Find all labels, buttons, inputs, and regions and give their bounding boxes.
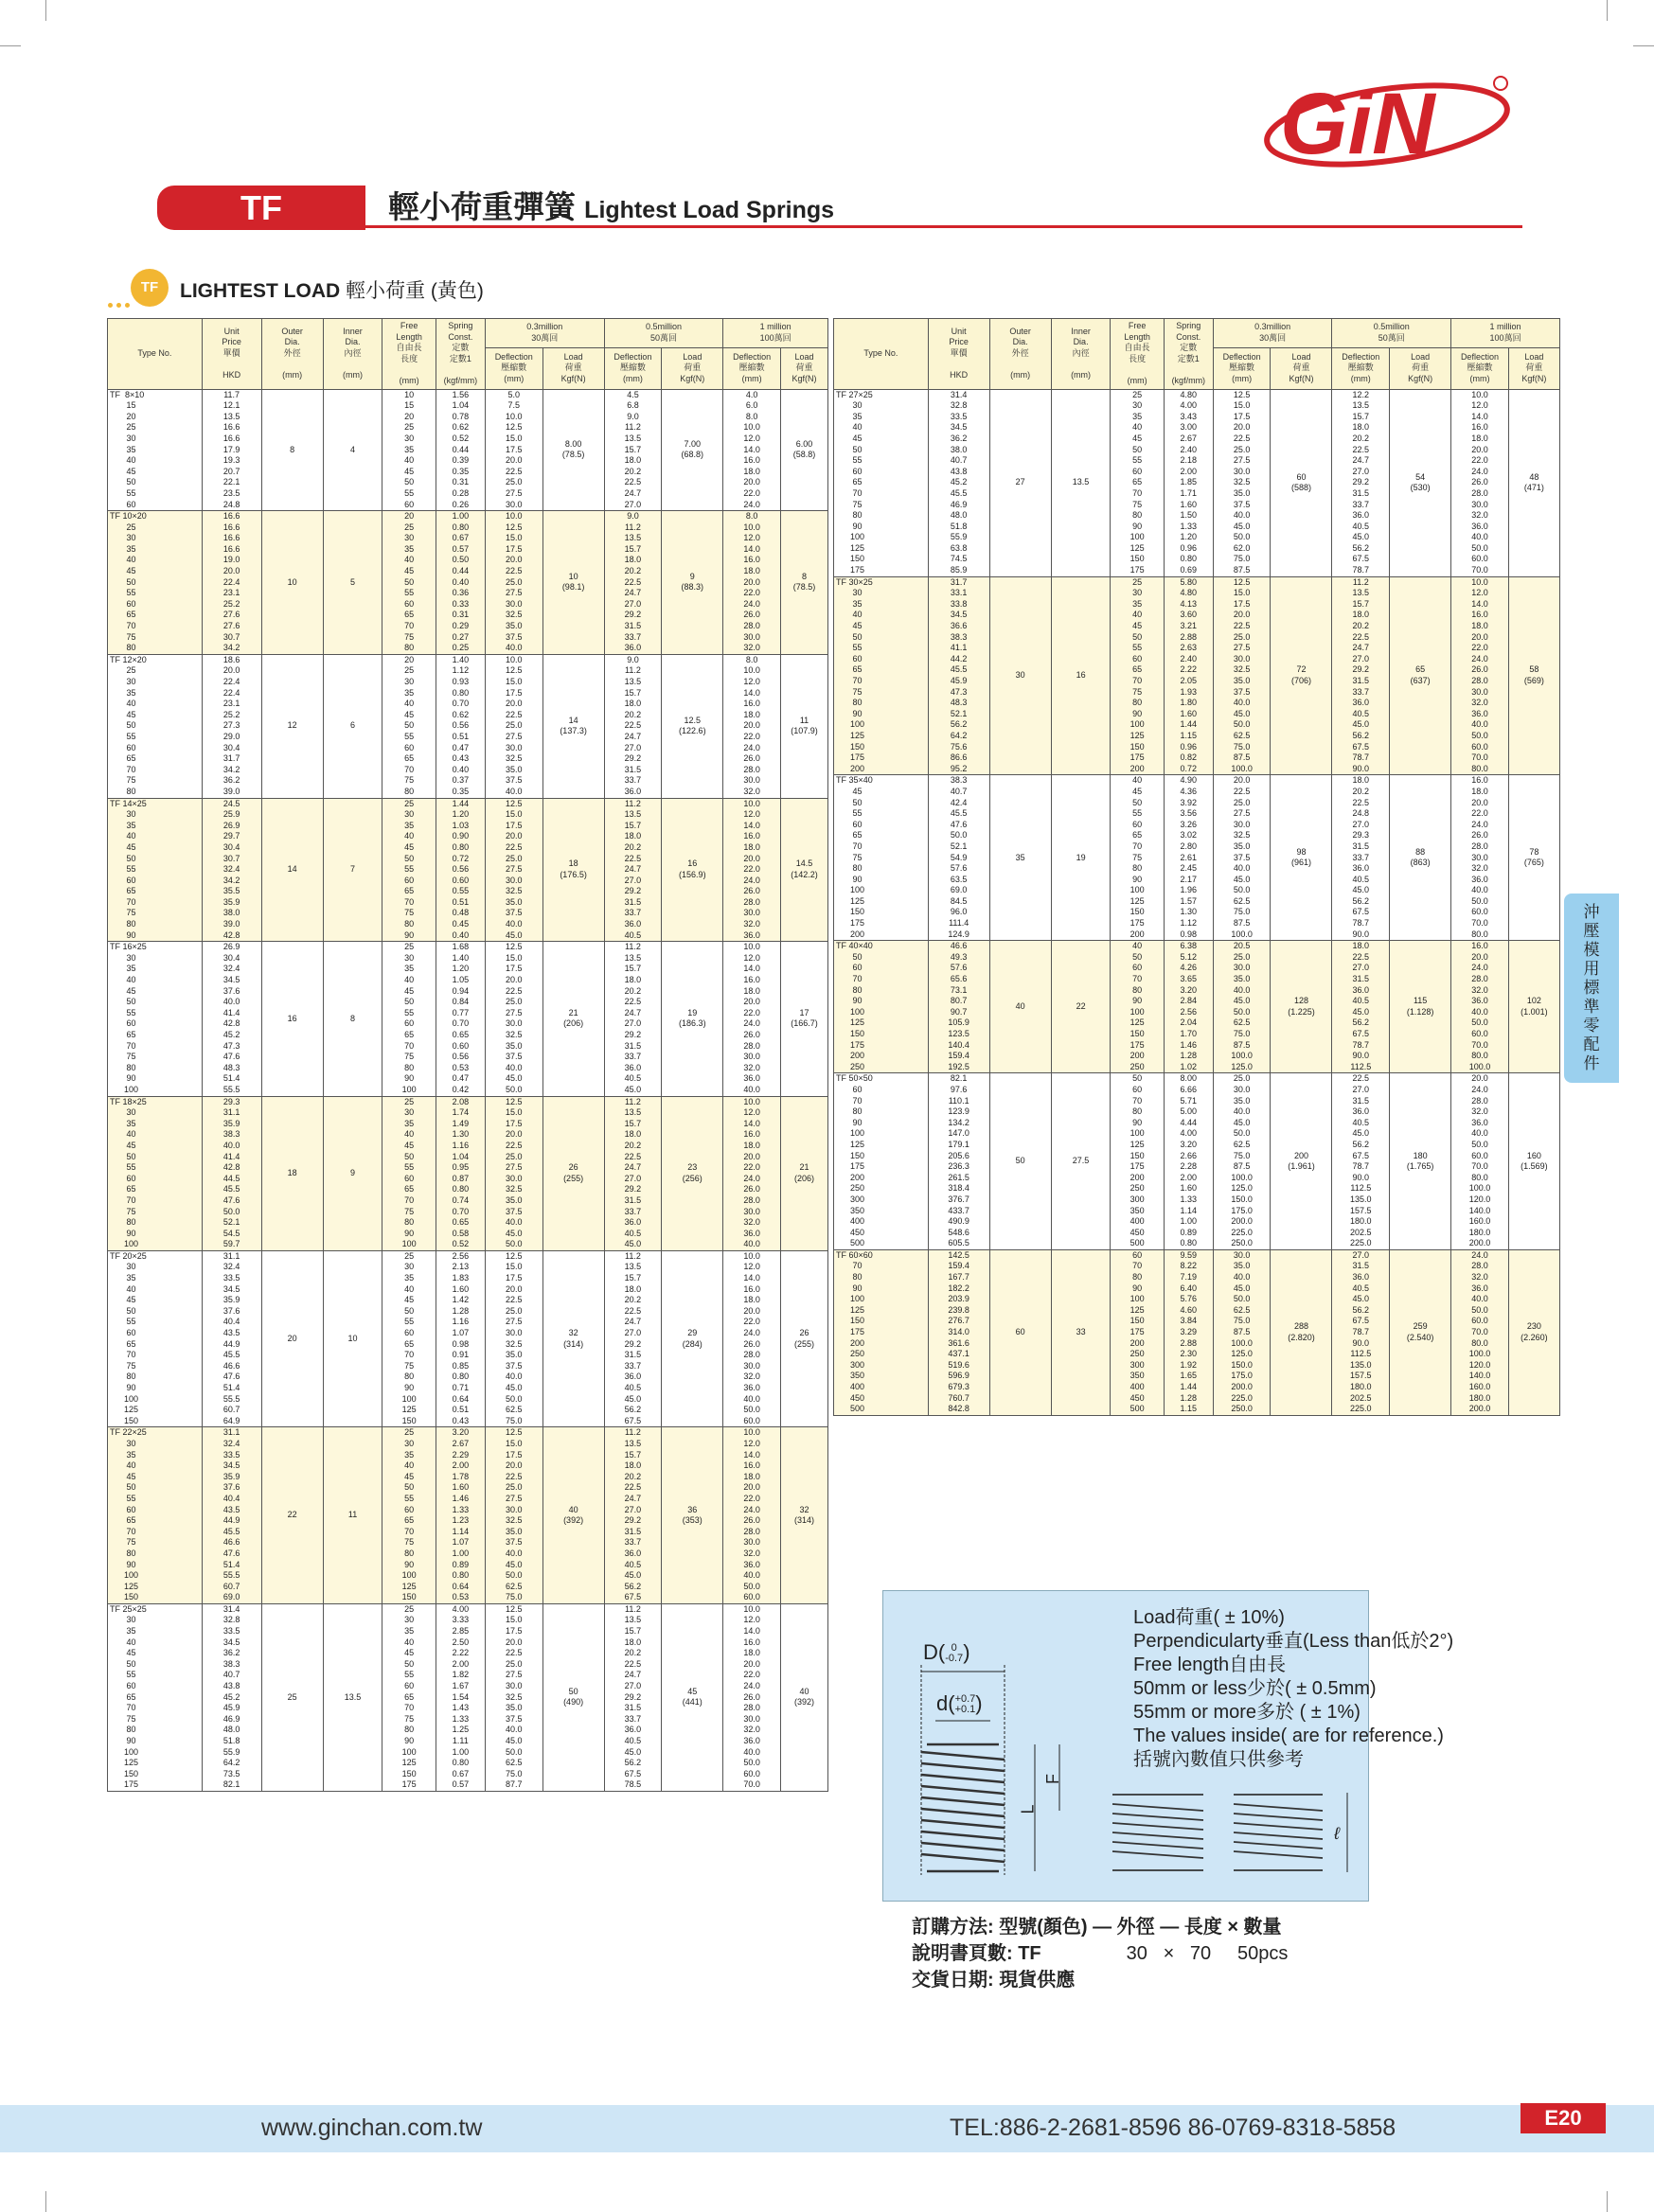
col-free-length: Free Length 自由長 長度 (mm) <box>1111 319 1164 390</box>
cell-outer-dia: 16 <box>261 942 323 1096</box>
cell-spring-const: 1.44 1.20 1.03 0.90 0.80 0.72 0.56 0.60 0.55 0.51 0.48 0.45 0.40 <box>436 798 485 942</box>
cell-load-05m: 19 (186.3) <box>662 942 723 1096</box>
col-spring-const: Spring Const. 定數 定數1 (kgf/mm) <box>436 319 485 390</box>
spec-group-row <box>108 798 828 942</box>
col-load: Load 荷重 Kgf(N) <box>781 347 828 389</box>
col-outer-dia: Outer Dia. 外徑 (mm) <box>261 319 323 390</box>
spec-group-row <box>108 1250 828 1427</box>
col-deflection: Deflection 壓縮數 (mm) <box>485 347 542 389</box>
cell-inner-dia: 5 <box>323 511 382 655</box>
spring-coil <box>921 1744 1005 1871</box>
cell-deflection-1m: 8.0 10.0 12.0 14.0 16.0 18.0 20.0 22.0 24.0 26.0 28.0 30.0 32.0 <box>723 654 781 798</box>
cell-unit-price: 31.7 33.1 33.8 34.5 36.6 38.3 41.1 44.2 45.5 45.9 47.3 48.3 52.1 56.2 64.2 75.6 86.6 95.2 <box>928 576 989 775</box>
cell-load-05m: 88 (863) <box>1390 775 1451 941</box>
cell-spring-const: 6.38 5.12 4.26 3.65 3.20 2.84 2.56 2.04 1.70 1.46 1.28 1.02 <box>1164 941 1213 1073</box>
cell-deflection-05m: 11.2 13.5 15.7 18.0 20.2 22.5 24.7 27.0 29.2 31.5 33.7 36.0 40.5 45.0 <box>604 942 662 1096</box>
cell-deflection-03m: 12.5 15.0 17.5 20.0 22.5 25.0 27.5 30.0 32.5 35.0 37.5 40.0 45.0 50.0 62.5 75.0 87.5 100.0 <box>1213 576 1271 775</box>
cell-load-1m: 102 (1.001) <box>1508 941 1559 1073</box>
cell-deflection-1m: 20.0 24.0 28.0 32.0 36.0 40.0 50.0 60.0 70.0 80.0 100.0 120.0 140.0 160.0 180.0 200.0 <box>1451 1073 1509 1250</box>
page-number: E20 <box>1521 2103 1606 2133</box>
cell-unit-price: 46.6 49.3 57.6 65.6 73.1 80.7 90.7 105.9 123.5 140.4 159.4 192.5 <box>928 941 989 1073</box>
cell-type-no: TF 10×20 25 30 35 40 45 50 55 60 65 70 75 80 <box>108 511 203 655</box>
spec-group-row <box>108 1096 828 1250</box>
spec-group-row <box>834 775 1560 941</box>
cell-load-05m: 12.5 (122.6) <box>662 654 723 798</box>
cell-type-no: TF 30×25 30 35 40 45 50 55 60 65 70 75 80 90 100 125 150 175 200 <box>834 576 929 775</box>
title-en: Lightest Load Springs <box>584 197 835 223</box>
cell-load-03m: 60 (588) <box>1271 389 1332 576</box>
cell-load-1m: 11 (107.9) <box>781 654 828 798</box>
cell-type-no: TF 60×60 70 80 90 100 125 150 175 200 250 300 350 400 450 500 <box>834 1249 929 1415</box>
cell-load-05m: 54 (530) <box>1390 389 1451 576</box>
col-outer-dia: Outer Dia. 外徑 (mm) <box>989 319 1051 390</box>
decorative-dots <box>108 295 133 312</box>
cell-unit-price: 24.5 25.9 26.9 29.7 30.4 30.7 32.4 34.2 35.5 35.9 38.0 39.0 42.8 <box>202 798 261 942</box>
cell-deflection-03m: 20.0 22.5 25.0 27.5 30.0 32.5 35.0 37.5 40.0 45.0 50.0 62.5 75.0 87.5 100.0 <box>1213 775 1271 941</box>
cell-type-no: TF 12×20 25 30 35 40 45 50 55 60 65 70 75 80 <box>108 654 203 798</box>
spec-group-row <box>834 1073 1560 1250</box>
side-tab-label: 沖 壓 模 用 標 準 零 配 件 <box>1583 903 1600 1072</box>
header-rule <box>365 225 1522 228</box>
spec-group-row <box>108 654 828 798</box>
cell-deflection-03m: 12.5 15.0 17.5 20.0 22.5 25.0 27.5 30.0 32.5 35.0 37.5 40.0 45.0 50.0 <box>485 942 542 1096</box>
footer-website[interactable]: www.ginchan.com.tw <box>261 2115 483 2141</box>
cell-type-no: TF 18×25 30 35 40 45 50 55 60 65 70 75 80 90 100 <box>108 1096 203 1250</box>
col-deflection: Deflection 壓縮數 (mm) <box>1332 347 1390 389</box>
cell-free-length: 20 25 30 35 40 45 50 55 60 65 70 75 80 <box>382 511 436 655</box>
cell-free-length: 25 30 35 40 45 50 55 60 65 70 75 80 90 100 125 150 175 <box>1111 389 1164 576</box>
cell-inner-dia: 10 <box>323 1250 382 1427</box>
cell-inner-dia: 16 <box>1051 576 1111 775</box>
note-line: Free length自由長 <box>1133 1655 1287 1675</box>
cell-free-length: 25 30 35 40 45 50 55 60 65 70 75 80 90 100 <box>382 942 436 1096</box>
delivery-date: 交貨日期: 現貨供應 <box>912 1970 1076 1991</box>
cell-spring-const: 5.80 4.80 4.13 3.60 3.21 2.88 2.63 2.40 2.22 2.05 1.93 1.80 1.60 1.44 1.15 0.96 0.82 0.72 <box>1164 576 1213 775</box>
cell-spring-const: 4.00 3.33 2.85 2.50 2.22 2.00 1.82 1.67 1.54 1.43 1.33 1.25 1.11 1.00 0.80 0.67 0.57 <box>436 1603 485 1791</box>
cell-type-no: TF 25×25 30 35 40 45 50 55 60 65 70 75 80 90 100 125 150 175 <box>108 1603 203 1791</box>
cell-unit-price: 31.4 32.8 33.5 34.5 36.2 38.0 40.7 43.8 45.2 45.5 46.9 48.0 51.8 55.9 63.8 74.5 85.9 <box>928 389 989 576</box>
cell-inner-dia: 33 <box>1051 1249 1111 1415</box>
cell-unit-price: 31.1 32.4 33.5 34.5 35.9 37.6 40.4 43.5 44.9 45.5 46.6 47.6 51.4 55.5 60.7 69.0 <box>202 1427 261 1604</box>
cell-deflection-1m: 10.0 12.0 14.0 16.0 18.0 20.0 22.0 24.0 26.0 28.0 30.0 32.0 36.0 40.0 50.0 60.0 70.0 80.0 <box>1451 576 1509 775</box>
col-group-03m: 0.3million 30萬回 <box>485 319 604 348</box>
col-deflection: Deflection 壓縮數 (mm) <box>1451 347 1509 389</box>
crop-mark <box>1607 2191 1608 2212</box>
side-category-tab[interactable] <box>1564 894 1619 1083</box>
cell-outer-dia: 25 <box>261 1603 323 1791</box>
cell-load-1m: 78 (765) <box>1508 775 1559 941</box>
cell-inner-dia: 13.5 <box>323 1603 382 1791</box>
cell-load-1m: 230 (2.260) <box>1508 1249 1559 1415</box>
cell-load-03m: 50 (490) <box>542 1603 604 1791</box>
cell-deflection-05m: 11.2 13.5 15.7 18.0 20.2 22.5 24.7 27.0 29.2 31.5 33.7 36.0 40.5 45.0 <box>604 1096 662 1250</box>
cell-deflection-1m: 10.0 12.0 14.0 16.0 18.0 20.0 22.0 24.0 26.0 28.0 30.0 32.0 36.0 40.0 50.0 60.0 <box>723 1250 781 1427</box>
cell-load-03m: 288 (2.820) <box>1271 1249 1332 1415</box>
cell-load-1m: 6.00 (58.8) <box>781 389 828 511</box>
spec-group-row <box>834 576 1560 775</box>
cell-deflection-05m: 11.2 13.5 15.7 18.0 20.2 22.5 24.7 27.0 29.2 31.5 33.7 36.0 40.5 45.0 56.2 67.5 78.7 90.0 <box>1332 576 1390 775</box>
d-dimension-label: d(+0.7 +0.1) <box>936 1691 983 1716</box>
note-line: 55mm or more多於 ( ± 1%) <box>1133 1702 1361 1723</box>
cell-deflection-03m: 12.5 15.0 17.5 20.0 22.5 25.0 27.5 30.0 32.5 35.0 37.5 40.0 45.0 50.0 62.5 75.0 <box>485 1427 542 1604</box>
cell-load-03m: 200 (1.961) <box>1271 1073 1332 1250</box>
cell-inner-dia: 27.5 <box>1051 1073 1111 1250</box>
cell-outer-dia: 8 <box>261 389 323 511</box>
cell-unit-price: 18.6 20.0 22.4 22.4 23.1 25.2 27.3 29.0 30.4 31.7 34.2 36.2 39.0 <box>202 654 261 798</box>
cell-spring-const: 9.59 8.22 7.19 6.40 5.76 4.60 3.84 3.29 2.88 2.30 1.92 1.65 1.44 1.28 1.15 <box>1164 1249 1213 1415</box>
cell-load-1m: 32 (314) <box>781 1427 828 1604</box>
cell-free-length: 40 50 60 70 80 90 100 125 150 175 200 250 <box>1111 941 1164 1073</box>
cell-type-no: TF 40×40 50 60 70 80 90 100 125 150 175 200 250 <box>834 941 929 1073</box>
cell-inner-dia: 19 <box>1051 775 1111 941</box>
cell-free-length: 20 25 30 35 40 45 50 55 60 65 70 75 80 <box>382 654 436 798</box>
col-load: Load 荷重 Kgf(N) <box>662 347 723 389</box>
cell-outer-dia: 30 <box>989 576 1051 775</box>
cell-free-length: 25 30 35 40 45 50 55 60 65 70 75 80 90 100 125 150 175 <box>382 1603 436 1791</box>
cell-load-03m: 10 (98.1) <box>542 511 604 655</box>
logo-text: GiN <box>1280 76 1435 170</box>
note-line: 50mm or less少於( ± 0.5mm) <box>1133 1678 1377 1699</box>
cell-deflection-1m: 16.0 18.0 20.0 22.0 24.0 26.0 28.0 30.0 32.0 36.0 40.0 50.0 60.0 70.0 80.0 <box>1451 775 1509 941</box>
cell-unit-price: 31.1 32.4 33.5 34.5 35.9 37.6 40.4 43.5 44.9 45.5 46.6 47.6 51.4 55.5 60.7 64.9 <box>202 1250 261 1427</box>
cell-load-1m: 17 (166.7) <box>781 942 828 1096</box>
col-inner-dia: Inner Dia. 內徑 (mm) <box>1051 319 1111 390</box>
cell-inner-dia: 4 <box>323 389 382 511</box>
crop-mark <box>45 2191 46 2212</box>
cell-inner-dia: 6 <box>323 654 382 798</box>
spec-group-row <box>108 389 828 511</box>
compressed-spring <box>1111 1793 1323 1872</box>
cell-deflection-03m: 12.5 15.0 17.5 20.0 22.5 25.0 27.5 30.0 32.5 35.0 37.5 40.0 45.0 50.0 62.5 75.0 87.7 <box>485 1603 542 1791</box>
cell-spring-const: 1.40 1.12 0.93 0.80 0.70 0.62 0.56 0.51 0.47 0.43 0.40 0.37 0.35 <box>436 654 485 798</box>
cell-outer-dia: 60 <box>989 1249 1051 1415</box>
cell-free-length: 25 30 35 40 45 50 55 60 65 70 75 80 90 100 125 150 <box>382 1427 436 1604</box>
section-label-en: LIGHTEST LOAD <box>180 280 341 302</box>
gin-logo <box>1259 66 1515 170</box>
cell-deflection-1m: 10.0 12.0 14.0 16.0 18.0 20.0 22.0 24.0 26.0 28.0 30.0 32.0 36.0 40.0 50.0 60.0 70.0 <box>1451 389 1509 576</box>
cell-deflection-05m: 18.0 20.2 22.5 24.8 27.0 29.3 31.5 33.7 36.0 40.5 45.0 56.2 67.5 78.7 90.0 <box>1332 775 1390 941</box>
cell-load-05m: 65 (637) <box>1390 576 1451 775</box>
note-line: 括號內數值只供參考 <box>1133 1749 1304 1770</box>
cell-free-length: 60 70 80 90 100 125 150 175 200 250 300 350 400 450 500 <box>1111 1249 1164 1415</box>
cell-spring-const: 3.20 2.67 2.29 2.00 1.78 1.60 1.46 1.33 1.23 1.14 1.07 1.00 0.89 0.80 0.64 0.53 <box>436 1427 485 1604</box>
crop-mark <box>0 45 21 46</box>
cell-deflection-03m: 12.5 15.0 17.5 20.0 22.5 25.0 27.5 30.0 32.5 35.0 37.5 40.0 45.0 <box>485 798 542 942</box>
cell-unit-price: 31.4 32.8 33.5 34.5 36.2 38.3 40.7 43.8 45.2 45.9 46.9 48.0 51.8 55.9 64.2 73.5 82.1 <box>202 1603 261 1791</box>
crop-mark <box>1607 0 1608 21</box>
title-zh: 輕小荷重彈簧 <box>388 189 576 224</box>
spec-table-body <box>834 389 1560 1415</box>
spec-table-left <box>107 318 828 1792</box>
cell-free-length: 40 45 50 55 60 65 70 75 80 90 100 125 150 175 200 <box>1111 775 1164 941</box>
cell-deflection-05m: 4.5 6.8 9.0 11.2 13.5 15.7 18.0 20.2 22.5 24.7 27.0 <box>604 389 662 511</box>
cell-deflection-05m: 18.0 22.5 27.0 31.5 36.0 40.5 45.0 56.2 67.5 78.7 90.0 112.5 <box>1332 941 1390 1073</box>
cell-deflection-05m: 22.5 27.0 31.5 36.0 40.5 45.0 56.2 67.5 78.7 90.0 112.5 135.0 157.5 180.0 202.5 225.0 <box>1332 1073 1390 1250</box>
col-group-05m: 0.5million 50萬回 <box>604 319 723 348</box>
cell-free-length: 10 15 20 25 30 35 40 45 50 55 60 <box>382 389 436 511</box>
col-inner-dia: Inner Dia. 內徑 (mm) <box>323 319 382 390</box>
col-group-1m: 1 million 100萬回 <box>1451 319 1560 348</box>
cell-deflection-03m: 12.5 15.0 17.5 20.0 22.5 25.0 27.5 30.0 32.5 35.0 37.5 40.0 45.0 50.0 62.0 75.0 87.5 <box>1213 389 1271 576</box>
cell-deflection-03m: 30.0 35.0 40.0 45.0 50.0 62.5 75.0 87.5 100.0 125.0 150.0 175.0 200.0 225.0 250.0 <box>1213 1249 1271 1415</box>
cell-outer-dia: 18 <box>261 1096 323 1250</box>
cell-deflection-05m: 11.2 13.5 15.7 18.0 20.2 22.5 24.7 27.0 29.2 31.5 33.7 36.0 40.5 45.0 56.2 67.5 <box>604 1427 662 1604</box>
cell-outer-dia: 10 <box>261 511 323 655</box>
cell-load-1m: 8 (78.5) <box>781 511 828 655</box>
cell-spring-const: 4.80 4.00 3.43 3.00 2.67 2.40 2.18 2.00 1.85 1.71 1.60 1.50 1.33 1.20 0.96 0.80 0.69 <box>1164 389 1213 576</box>
cell-load-03m: 128 (1.225) <box>1271 941 1332 1073</box>
cell-deflection-1m: 4.0 6.0 8.0 10.0 12.0 14.0 16.0 18.0 20.0 22.0 24.0 <box>723 389 781 511</box>
cell-spring-const: 2.08 1.74 1.49 1.30 1.16 1.04 0.95 0.87 0.80 0.74 0.70 0.65 0.58 0.52 <box>436 1096 485 1250</box>
col-group-05m: 0.5million 50萬回 <box>1332 319 1451 348</box>
col-load: Load 荷重 Kgf(N) <box>1390 347 1451 389</box>
cell-unit-price: 26.9 30.4 32.4 34.5 37.6 40.0 41.4 42.8 45.2 47.3 47.6 48.3 51.4 55.5 <box>202 942 261 1096</box>
cell-load-03m: 8.00 (78.5) <box>542 389 604 511</box>
cell-unit-price: 11.7 12.1 13.5 16.6 16.6 17.9 19.3 20.7 22.1 23.5 24.8 <box>202 389 261 511</box>
col-spring-const: Spring Const. 定數 定數1 (kgf/mm) <box>1164 319 1213 390</box>
cell-outer-dia: 20 <box>261 1250 323 1427</box>
cell-deflection-1m: 10.0 12.0 14.0 16.0 18.0 20.0 22.0 24.0 26.0 28.0 30.0 32.0 36.0 40.0 <box>723 1096 781 1250</box>
cell-free-length: 25 30 35 40 45 50 55 60 65 70 75 80 90 100 125 150 175 200 <box>1111 576 1164 775</box>
cell-type-no: TF 35×40 45 50 55 60 65 70 75 80 90 100 125 150 175 200 <box>834 775 929 941</box>
cell-deflection-03m: 25.0 30.0 35.0 40.0 45.0 50.0 62.5 75.0 87.5 100.0 125.0 150.0 175.0 200.0 225.0 250.0 <box>1213 1073 1271 1250</box>
footer-bar <box>0 2105 1654 2152</box>
cell-inner-dia: 8 <box>323 942 382 1096</box>
col-deflection: Deflection 壓縮數 (mm) <box>604 347 662 389</box>
note-line: Perpendicularty垂直(Less than低於2°) <box>1133 1631 1454 1652</box>
cell-load-05m: 7.00 (68.8) <box>662 389 723 511</box>
spec-group-row <box>834 1249 1560 1415</box>
section-badge: TF <box>131 269 169 307</box>
spec-group-row <box>108 942 828 1096</box>
spec-group-row <box>108 1603 828 1791</box>
cell-deflection-05m: 11.2 13.5 15.7 18.0 20.2 22.5 24.7 27.0 29.2 31.5 33.7 36.0 40.5 45.0 56.2 67.5 <box>604 1250 662 1427</box>
cell-inner-dia: 13.5 <box>1051 389 1111 576</box>
cell-deflection-03m: 12.5 15.0 17.5 20.0 22.5 25.0 27.5 30.0 32.5 35.0 37.5 40.0 45.0 50.0 62.5 75.0 <box>485 1250 542 1427</box>
cell-type-no: TF 27×25 30 35 40 45 50 55 60 65 70 75 80 90 100 125 150 175 <box>834 389 929 576</box>
cell-deflection-03m: 10.0 12.5 15.0 17.5 20.0 22.5 25.0 27.5 30.0 32.5 35.0 37.5 40.0 <box>485 654 542 798</box>
spec-table-right <box>833 318 1560 1416</box>
spec-table-body <box>108 389 828 1791</box>
cell-deflection-05m: 11.2 13.5 15.7 18.0 20.2 22.5 24.7 27.0 29.2 31.5 33.7 36.0 40.5 45.0 56.2 67.5 78.5 <box>604 1603 662 1791</box>
tolerance-notes <box>1133 1606 1453 1772</box>
section-label-zh: 輕小荷重 (黃色) <box>346 280 484 302</box>
cell-outer-dia: 40 <box>989 941 1051 1073</box>
cell-load-03m: 18 (176.5) <box>542 798 604 942</box>
cell-deflection-05m: 27.0 31.5 36.0 40.5 45.0 56.2 67.5 78.7 90.0 112.5 135.0 157.5 180.0 202.5 225.0 <box>1332 1249 1390 1415</box>
cell-type-no: TF 50×50 60 70 80 90 100 125 150 175 200 250 300 350 400 450 500 <box>834 1073 929 1250</box>
crop-mark <box>1633 45 1654 46</box>
cell-inner-dia: 22 <box>1051 941 1111 1073</box>
col-free-length: Free Length 自由長 長度 (mm) <box>382 319 436 390</box>
cell-spring-const: 2.56 2.13 1.83 1.60 1.42 1.28 1.16 1.07 0.98 0.91 0.85 0.80 0.71 0.64 0.51 0.43 <box>436 1250 485 1427</box>
cell-outer-dia: 27 <box>989 389 1051 576</box>
note-line: Load荷重( ± 10%) <box>1133 1607 1285 1628</box>
cell-deflection-03m: 20.5 25.0 30.0 35.0 40.0 45.0 50.0 62.5 75.0 87.5 100.0 125.0 <box>1213 941 1271 1073</box>
cell-deflection-05m: 11.2 13.5 15.7 18.0 20.2 22.5 24.7 27.0 29.2 31.5 33.7 36.0 40.5 <box>604 798 662 942</box>
col-deflection: Deflection 壓縮數 (mm) <box>1213 347 1271 389</box>
cell-load-1m: 21 (206) <box>781 1096 828 1250</box>
cell-deflection-05m: 9.0 11.2 13.5 15.7 18.0 20.2 22.5 24.7 27.0 29.2 31.5 33.7 36.0 <box>604 654 662 798</box>
l-label: ℓ <box>1334 1824 1340 1843</box>
cell-outer-dia: 12 <box>261 654 323 798</box>
cell-load-1m: 58 (569) <box>1508 576 1559 775</box>
cell-deflection-1m: 10.0 12.0 14.0 16.0 18.0 20.0 22.0 24.0 26.0 28.0 30.0 32.0 36.0 40.0 50.0 60.0 <box>723 1427 781 1604</box>
spec-group-row <box>834 389 1560 576</box>
cell-load-03m: 40 (392) <box>542 1427 604 1604</box>
cell-load-1m: 14.5 (142.2) <box>781 798 828 942</box>
crop-mark <box>45 0 46 21</box>
cell-outer-dia: 50 <box>989 1073 1051 1250</box>
order-method: 訂購方法: 型號(顏色) — 外徑 — 長度 × 數量 <box>912 1917 1282 1938</box>
cell-spring-const: 4.90 4.36 3.92 3.56 3.26 3.02 2.80 2.61 2.45 2.17 1.96 1.57 1.30 1.12 0.98 <box>1164 775 1213 941</box>
col-group-1m: 1 million 100萬回 <box>723 319 828 348</box>
spec-group-row <box>834 941 1560 1073</box>
cell-spring-const: 1.00 0.80 0.67 0.57 0.50 0.44 0.40 0.36 0.33 0.31 0.29 0.27 0.25 <box>436 511 485 655</box>
cell-type-no: TF 16×25 30 35 40 45 50 55 60 65 70 75 80 90 100 <box>108 942 203 1096</box>
cell-deflection-03m: 5.0 7.5 10.0 12.5 15.0 17.5 20.0 22.5 25.0 27.5 30.0 <box>485 389 542 511</box>
col-group-03m: 0.3million 30萬回 <box>1213 319 1332 348</box>
cell-load-05m: 16 (156.9) <box>662 798 723 942</box>
order-example: 說明書頁數: TF 30 × 70 50pcs <box>912 1943 1289 1964</box>
cell-load-03m: 14 (137.3) <box>542 654 604 798</box>
cell-deflection-03m: 10.0 12.5 15.0 17.5 20.0 22.5 25.0 27.5 30.0 32.5 35.0 37.5 40.0 <box>485 511 542 655</box>
cell-spring-const: 1.68 1.40 1.20 1.05 0.94 0.84 0.77 0.70 0.65 0.60 0.56 0.53 0.47 0.42 <box>436 942 485 1096</box>
cell-load-05m: 29 (284) <box>662 1250 723 1427</box>
cell-deflection-1m: 8.0 10.0 12.0 14.0 16.0 18.0 20.0 22.0 24.0 26.0 28.0 30.0 32.0 <box>723 511 781 655</box>
cell-load-05m: 23 (256) <box>662 1096 723 1250</box>
cell-outer-dia: 14 <box>261 798 323 942</box>
F-label: F <box>1043 1774 1062 1784</box>
cell-load-05m: 115 (1.128) <box>1390 941 1451 1073</box>
cell-type-no: TF 14×25 30 35 40 45 50 55 60 65 70 75 80 90 <box>108 798 203 942</box>
cell-free-length: 25 30 35 40 45 50 55 60 65 70 75 80 90 100 125 150 <box>382 1250 436 1427</box>
col-load: Load 荷重 Kgf(N) <box>1271 347 1332 389</box>
cell-outer-dia: 35 <box>989 775 1051 941</box>
cell-load-05m: 9 (88.3) <box>662 511 723 655</box>
cell-load-05m: 45 (441) <box>662 1603 723 1791</box>
cell-deflection-1m: 10.0 12.0 14.0 16.0 18.0 20.0 22.0 24.0 26.0 28.0 30.0 32.0 36.0 <box>723 798 781 942</box>
cell-load-03m: 72 (706) <box>1271 576 1332 775</box>
cell-load-03m: 26 (255) <box>542 1096 604 1250</box>
cell-inner-dia: 11 <box>323 1427 382 1604</box>
cell-deflection-03m: 12.5 15.0 17.5 20.0 22.5 25.0 27.5 30.0 32.5 35.0 37.5 40.0 45.0 50.0 <box>485 1096 542 1250</box>
cell-outer-dia: 22 <box>261 1427 323 1604</box>
col-load: Load 荷重 Kgf(N) <box>1508 347 1559 389</box>
footer-tel: TEL:886-2-2681-8596 86-0769-8318-5858 <box>950 2115 1396 2141</box>
cell-type-no: TF 8×10 15 20 25 30 35 40 45 50 55 60 <box>108 389 203 511</box>
cell-deflection-1m: 24.0 28.0 32.0 36.0 40.0 50.0 60.0 70.0 80.0 100.0 120.0 140.0 160.0 180.0 200.0 <box>1451 1249 1509 1415</box>
cell-spring-const: 8.00 6.66 5.71 5.00 4.44 4.00 3.20 2.66 2.28 2.00 1.60 1.33 1.14 1.00 0.89 0.80 <box>1164 1073 1213 1250</box>
cell-load-1m: 160 (1.569) <box>1508 1073 1559 1250</box>
D-dimension-label: D( 0 -0.7) <box>923 1640 970 1665</box>
cell-inner-dia: 9 <box>323 1096 382 1250</box>
cell-load-1m: 26 (255) <box>781 1250 828 1427</box>
L-label: L <box>1018 1804 1038 1814</box>
cell-load-03m: 98 (961) <box>1271 775 1332 941</box>
cell-deflection-1m: 16.0 20.0 24.0 28.0 32.0 36.0 40.0 50.0 60.0 70.0 80.0 100.0 <box>1451 941 1509 1073</box>
col-unit-price: Unit Price 單價 HKD <box>928 319 989 390</box>
cell-type-no: TF 20×25 30 35 40 45 50 55 60 65 70 75 80 90 100 125 150 <box>108 1250 203 1427</box>
cell-load-1m: 48 (471) <box>1508 389 1559 576</box>
cell-deflection-1m: 10.0 12.0 14.0 16.0 18.0 20.0 22.0 24.0 26.0 28.0 30.0 32.0 36.0 40.0 50.0 60.0 70.0 <box>723 1603 781 1791</box>
cell-free-length: 25 30 35 40 45 50 55 60 65 70 75 80 90 <box>382 798 436 942</box>
header-code: TF <box>240 188 282 227</box>
cell-load-05m: 180 (1.765) <box>1390 1073 1451 1250</box>
col-unit-price: Unit Price 單價 HKD <box>202 319 261 390</box>
cell-deflection-05m: 9.0 11.2 13.5 15.7 18.0 20.2 22.5 24.7 27.0 29.2 31.5 33.7 36.0 <box>604 511 662 655</box>
spec-group-row <box>108 511 828 655</box>
cell-unit-price: 29.3 31.1 35.9 38.3 40.0 41.4 42.8 44.5 45.5 47.6 50.0 52.1 54.5 59.7 <box>202 1096 261 1250</box>
col-load: Load 荷重 Kgf(N) <box>542 347 604 389</box>
cell-load-05m: 259 (2.540) <box>1390 1249 1451 1415</box>
col-type-no: Type No. <box>834 319 929 390</box>
cell-load-03m: 21 (206) <box>542 942 604 1096</box>
cell-type-no: TF 22×25 30 35 40 45 50 55 60 65 70 75 80 90 100 125 150 <box>108 1427 203 1604</box>
spec-group-row <box>108 1427 828 1604</box>
note-line: The values inside( are for reference.) <box>1133 1725 1444 1746</box>
cell-free-length: 25 30 35 40 45 50 55 60 65 70 75 80 90 100 <box>382 1096 436 1250</box>
cell-unit-price: 142.5 159.4 167.7 182.2 203.9 239.8 276.7 314.0 361.6 437.1 519.6 596.9 679.3 760.7 842.8 <box>928 1249 989 1415</box>
cell-deflection-1m: 10.0 12.0 14.0 16.0 18.0 20.0 22.0 24.0 26.0 28.0 30.0 32.0 36.0 40.0 <box>723 942 781 1096</box>
cell-load-1m: 40 (392) <box>781 1603 828 1791</box>
cell-spring-const: 1.56 1.04 0.78 0.62 0.52 0.44 0.39 0.35 0.31 0.28 0.26 <box>436 389 485 511</box>
section-label <box>180 275 484 304</box>
cell-inner-dia: 7 <box>323 798 382 942</box>
cell-unit-price: 16.6 16.6 16.6 16.6 19.0 20.0 22.4 23.1 25.2 27.6 27.6 30.7 34.2 <box>202 511 261 655</box>
page-title <box>388 183 834 227</box>
cell-free-length: 50 60 70 80 90 100 125 150 175 200 250 300 350 400 450 500 <box>1111 1073 1164 1250</box>
cell-deflection-05m: 12.2 13.5 15.7 18.0 20.2 22.5 24.7 27.0 29.2 31.5 33.7 36.0 40.5 45.0 56.2 67.5 78.7 <box>1332 389 1390 576</box>
col-deflection: Deflection 壓縮數 (mm) <box>723 347 781 389</box>
cell-load-03m: 32 (314) <box>542 1250 604 1427</box>
ordering-info <box>912 1914 1288 1993</box>
cell-unit-price: 82.1 97.6 110.1 123.9 134.2 147.0 179.1 205.6 236.3 261.5 318.4 376.7 433.7 490.9 548.6 605.5 <box>928 1073 989 1250</box>
cell-load-05m: 36 (353) <box>662 1427 723 1604</box>
cell-unit-price: 38.3 40.7 42.4 45.5 47.6 50.0 52.1 54.9 57.6 63.5 69.0 84.5 96.0 111.4 124.9 <box>928 775 989 941</box>
col-type-no: Type No. <box>108 319 203 390</box>
